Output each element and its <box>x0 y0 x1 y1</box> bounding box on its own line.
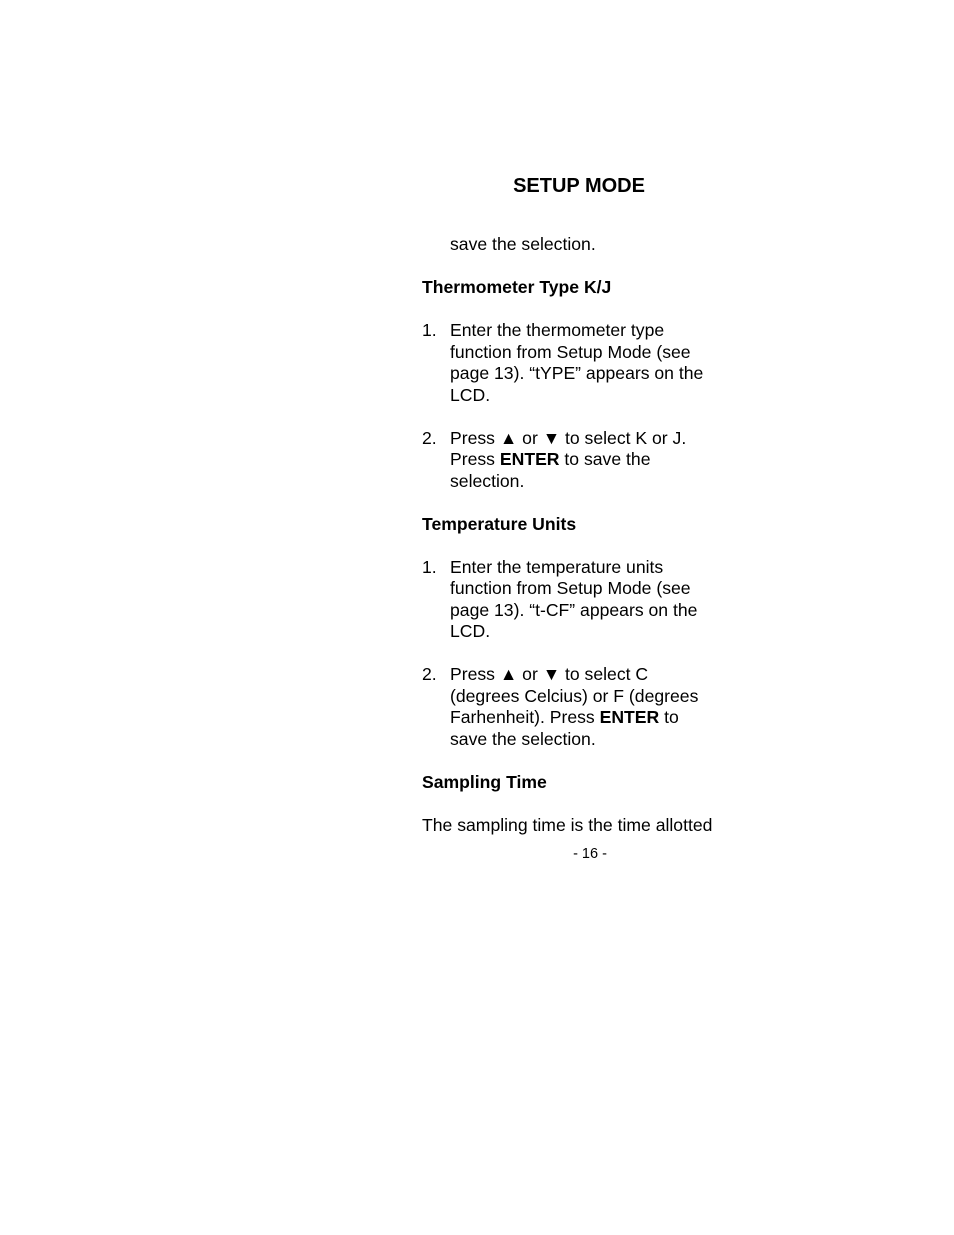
list-item <box>422 320 742 406</box>
enter-key-label: ENTER <box>499 449 560 469</box>
section-heading-sampling-time: Sampling Time <box>422 771 547 792</box>
list-item <box>422 664 742 750</box>
step-text-fragment: to <box>659 707 679 727</box>
step-text-line: page 13). “tYPE” appears on the <box>450 363 704 383</box>
step-text-line: save the selection. <box>450 728 596 749</box>
step-text-line: Press ▲ or ▼ to select C <box>450 664 649 684</box>
step-text-line: LCD. <box>450 384 491 405</box>
step-text-line: LCD. <box>450 621 491 641</box>
step-text-line: (degrees Celcius) or F (degrees <box>450 685 699 706</box>
step-text-line: Enter the thermometer type <box>450 320 665 340</box>
intro-continuation: save the selection. <box>450 234 596 254</box>
step-text-line <box>450 707 742 729</box>
page-content <box>422 234 742 836</box>
step-number: 2. <box>422 427 437 448</box>
temperature-units-steps <box>422 557 742 751</box>
step-number: 2. <box>422 664 437 684</box>
list-item <box>422 557 742 643</box>
enter-key-label: ENTER <box>599 707 660 727</box>
section-heading-temperature-units: Temperature Units <box>422 513 577 534</box>
page-title: SETUP MODE <box>513 175 645 197</box>
step-number: 1. <box>422 320 437 340</box>
page-number: - 16 - <box>573 846 607 862</box>
step-text-line <box>450 449 742 471</box>
list-item <box>422 428 742 493</box>
step-text-line: selection. <box>450 470 525 491</box>
step-text-fragment: to save the <box>559 449 651 469</box>
step-text-line: Enter the temperature units <box>450 556 664 577</box>
thermometer-type-steps <box>422 320 742 492</box>
step-text-fragment: Farhenheit). Press <box>450 707 600 727</box>
step-text-line: function from Setup Mode (see <box>450 578 691 598</box>
step-text-line: function from Setup Mode (see <box>450 341 691 362</box>
section-heading-thermometer-type: Thermometer Type K/J <box>422 277 612 297</box>
step-text-fragment: Press <box>450 449 500 469</box>
step-text-line: page 13). “t-CF” appears on the <box>450 599 698 620</box>
step-number: 1. <box>422 556 437 577</box>
step-text-line: Press ▲ or ▼ to select K or J. <box>450 427 687 448</box>
sampling-time-body: The sampling time is the time allotted <box>422 814 713 835</box>
